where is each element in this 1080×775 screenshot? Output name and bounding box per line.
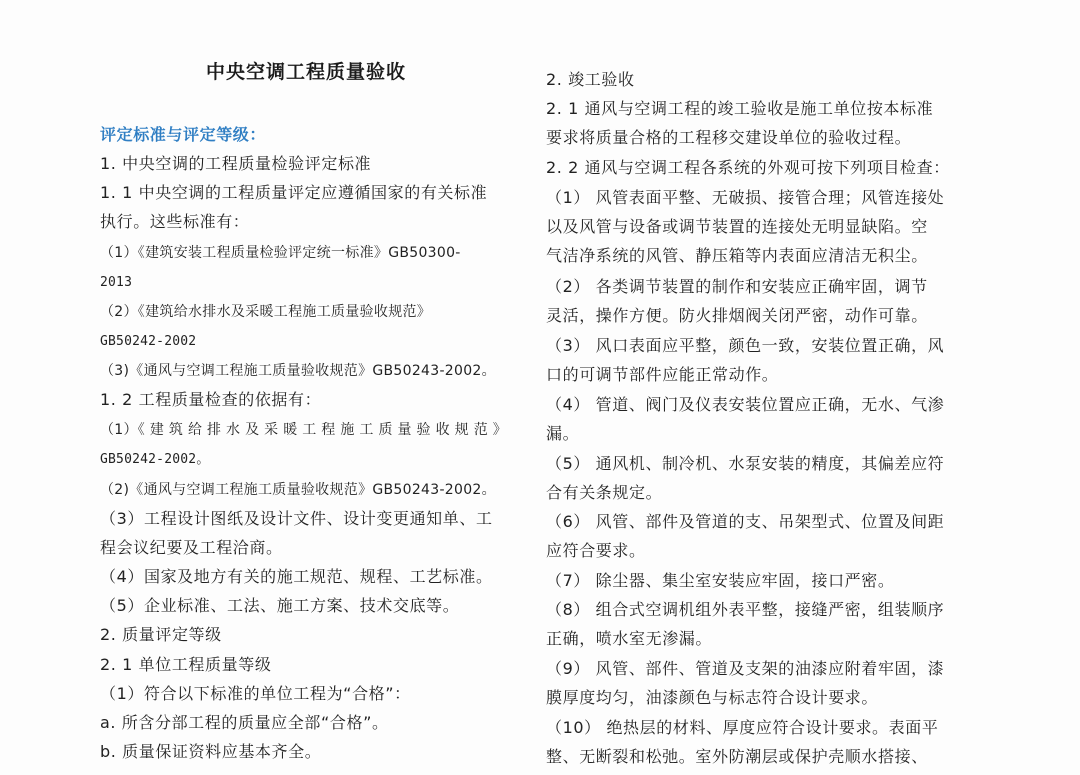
text-line: （2） 各类调节装置的制作和安装应正确牢固，调节	[546, 277, 928, 296]
text-line: （9） 风管、部件、管道及支架的油漆应附着牢固，漆	[546, 659, 945, 678]
text-line: 以及风管与设备或调节装置的连接处无明显缺陷。空	[546, 217, 928, 236]
text-line: （7） 除尘器、集尘室安装应牢固，接口严密。	[546, 571, 895, 590]
text-line: 漏。	[546, 424, 580, 443]
text-line: 应符合要求。	[546, 541, 646, 560]
text-line: 灵活，操作方便。防火排烟阀关闭严密，动作可靠。	[546, 306, 928, 325]
text-line: （2)《通风与空调工程施工质量验收规范》GB50243-2002。	[100, 482, 496, 498]
text-line: 要求将质量合格的工程移交建设单位的验收过程。	[546, 128, 912, 147]
text-line: 2. 竣工验收	[546, 70, 635, 89]
text-line: （5）企业标准、工法、施工方案、技术交底等。	[100, 596, 460, 615]
text-line: 1. 1 中央空调的工程质量评定应遵循国家的有关标准	[100, 183, 488, 202]
text-line: （6） 风管、部件及管道的支、吊架型式、位置及间距	[546, 512, 945, 531]
text-line: （1）《 建 筑 给 排 水 及 采 暖 工 程 施 工 质 量 验 收 规 范 》	[100, 422, 508, 438]
text-line: a. 所含分部工程的质量应全部“合格”。	[100, 713, 389, 732]
text-line: （10） 绝热层的材料、厚度应符合设计要求。表面平	[546, 718, 939, 737]
text-line: 2. 1 单位工程质量等级	[100, 655, 272, 674]
text-line: （3）工程设计图纸及设计文件、设计变更通知单、工	[100, 509, 493, 528]
section-heading: 评定标准与评定等级：	[100, 125, 267, 144]
text-line: （8） 组合式空调机组外表平整，接缝严密，组装顺序	[546, 600, 945, 619]
text-line: 执行。这些标准有：	[100, 212, 250, 231]
text-line: 2013	[100, 275, 133, 290]
text-line: （5） 通风机、制冷机、水泵安装的精度，其偏差应符	[546, 454, 945, 473]
text-line: 1. 2 工程质量检查的依据有：	[100, 390, 322, 409]
text-line: GB50242-2002。	[100, 452, 210, 467]
page-title: 中央空调工程质量验收	[206, 61, 407, 83]
text-line: 正确，喷水室无渗漏。	[546, 629, 713, 648]
text-line: b. 质量保证资料应基本齐全。	[100, 742, 322, 761]
text-line: 1. 中央空调的工程质量检验评定标准	[100, 154, 372, 173]
text-line: 气洁净系统的风管、静压箱等内表面应清洁无积尘。	[546, 246, 928, 265]
text-line: 膜厚度均匀，油漆颜色与标志符合设计要求。	[546, 688, 879, 707]
text-line: 口的可调节部件应能正常动作。	[546, 365, 779, 384]
text-line: （2）《建筑给水排水及采暖工程施工质量验收规范》	[100, 304, 432, 320]
text-line: 整、无断裂和松弛。室外防潮层或保护壳顺水搭接、	[546, 747, 928, 766]
text-line: （1）《建筑安装工程质量检验评定统一标准》GB50300-	[100, 245, 461, 261]
text-line: （3)《通风与空调工程施工质量验收规范》GB50243-2002。	[100, 363, 496, 379]
text-line: （1） 风管表面平整、无破损、接管合理；风管连接处	[546, 188, 945, 207]
text-line: GB50242-2002	[100, 334, 197, 349]
text-line: 合有关条规定。	[546, 483, 663, 502]
text-line: （1）符合以下标准的单位工程为“合格”：	[100, 684, 411, 703]
text-line: （3） 风口表面应平整，颜色一致，安装位置正确，风	[546, 336, 945, 355]
text-line: 程会议纪要及工程洽商。	[100, 538, 283, 557]
text-line: 2. 1 通风与空调工程的竣工验收是施工单位按本标准	[546, 99, 934, 118]
text-line: （4） 管道、阀门及仪表安装位置应正确，无水、气渗	[546, 395, 945, 414]
text-line: 2. 2 通风与空调工程各系统的外观可按下列项目检查：	[546, 158, 950, 177]
text-line: 2. 质量评定等级	[100, 625, 222, 644]
text-line: （4）国家及地方有关的施工规范、规程、工艺标准。	[100, 567, 493, 586]
